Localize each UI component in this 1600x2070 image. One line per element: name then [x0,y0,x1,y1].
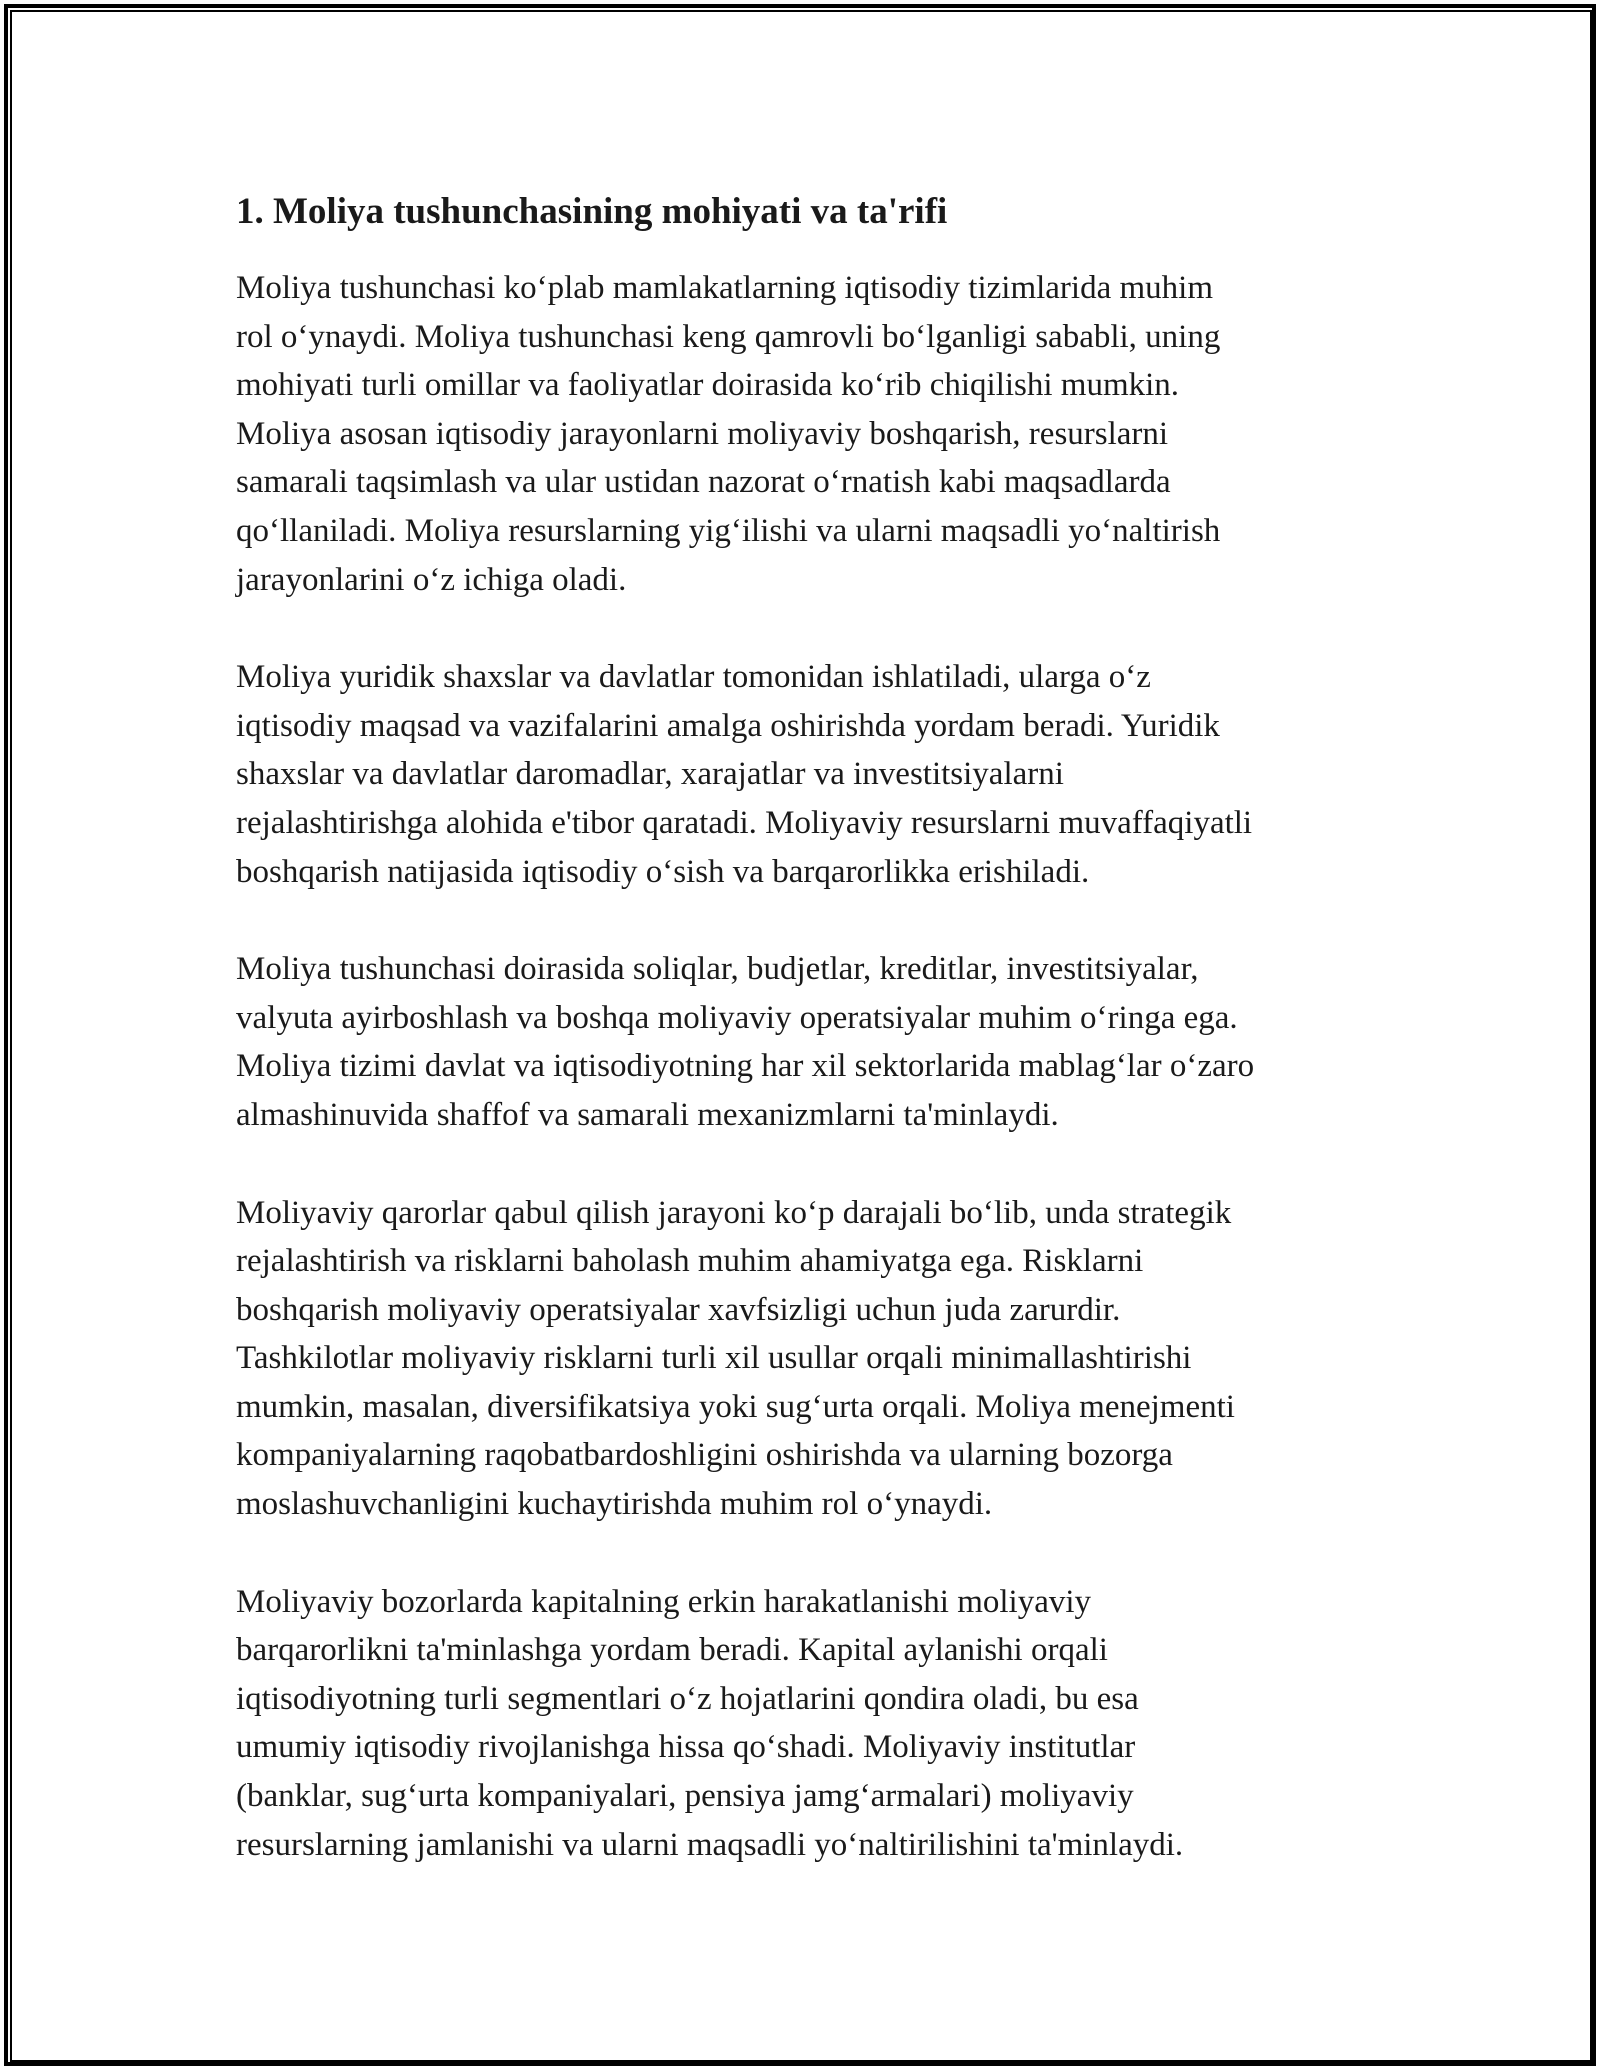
paragraph-line: Moliyaviy qarorlar qabul qilish jarayoni koʻp darajali boʻlib, unda strategik [236,1194,1232,1231]
paragraph-line: Moliya tushunchasi koʻplab mamlakatlarning iqtisodiy tizimlarida muhim [236,270,1213,306]
paragraph-line: Moliya yuridik shaxslar va davlatlar tomonidan ishlatiladi, ularga oʻz [236,659,1151,696]
paragraph-line: iqtisodiy maqsad va vazifalarini amalga oshirishda yordam beradi. Yuridik [236,707,1220,744]
paragraph-line: barqarorlikni ta'minlashga yordam beradi. Kapital aylanishi orqali [236,1632,1108,1669]
paragraph-line: kompaniyalarning raqobatbardoshligini oshirishda va ularning bozorga [236,1437,1173,1474]
paragraph-line: iqtisodiyotning turli segmentlari oʻz hojatlarini qondira oladi, bu esa [236,1680,1139,1717]
paragraph-line: qoʻllaniladi. Moliya resurslarning yigʻilishi va ularni maqsadli yoʻnaltirish [236,512,1221,549]
body-paragraph [236,945,1376,1139]
paragraph-line: Moliya asosan iqtisodiy jarayonlarni moliyaviy boshqarish, resurslarni [236,415,1169,452]
paragraph-line: jarayonlarini oʻz ichiga oladi. [236,561,627,598]
paragraph-line: samarali taqsimlash va ular ustidan nazorat oʻrnatish kabi maqsadlarda [236,464,1171,501]
body-paragraph [236,653,1376,896]
document-body [236,264,1376,1869]
paragraph-line: mumkin, masalan, diversifikatsiya yoki sugʻurta orqali. Moliya menejmenti [236,1388,1235,1425]
paragraph-line: resurslarning jamlanishi va ularni maqsadli yoʻnaltirilishini ta'minlaydi. [236,1826,1184,1863]
body-paragraph [236,264,1376,604]
paragraph-line: boshqarish natijasida iqtisodiy oʻsish va barqarorlikka erishiladi. [236,853,1090,890]
document-page [236,186,1376,1918]
paragraph-line: umumiy iqtisodiy rivojlanishga hissa qoʻshadi. Moliyaviy institutlar [236,1729,1136,1766]
paragraph-line: boshqarish moliyaviy operatsiyalar xavfsizligi uchun juda zarurdir. [236,1291,1121,1328]
paragraph-line: almashinuvida shaffof va samarali mexanizmlarni ta'minlaydi. [236,1096,1059,1133]
paragraph-line: Tashkilotlar moliyaviy risklarni turli xil usullar orqali minimallashtirishi [236,1340,1192,1377]
body-paragraph [236,1578,1376,1870]
paragraph-line: rejalashtirishga alohida e'tibor qaratadi. Moliyaviy resurslarni muvaffaqiyatli [236,804,1253,841]
paragraph-line: rol oʻynaydi. Moliya tushunchasi keng qamrovli boʻlganligi sababli, uning [236,318,1221,355]
paragraph-line: Moliya tushunchasi doirasida soliqlar, budjetlar, kreditlar, investitsiyalar, [236,951,1199,988]
paragraph-line: moslashuvchanligini kuchaytirishda muhim rol oʻynaydi. [236,1486,993,1523]
paragraph-line: rejalashtirish va risklarni baholash muhim ahamiyatga ega. Risklarni [236,1243,1144,1280]
paragraph-line: Moliyaviy bozorlarda kapitalning erkin harakatlanishi moliyaviy [236,1583,1092,1620]
section-heading: 1. Moliya tushunchasining mohiyati va ta'rifi [236,191,948,232]
body-paragraph [236,1189,1376,1529]
paragraph-line: shaxslar va davlatlar daromadlar, xarajatlar va investitsiyalarni [236,756,1064,793]
paragraph-line: (banklar, sugʻurta kompaniyalari, pensiya jamgʻarmalari) moliyaviy [236,1778,1134,1815]
paragraph-line: mohiyati turli omillar va faoliyatlar doirasida koʻrib chiqilishi mumkin. [236,367,1180,404]
paragraph-line: Moliya tizimi davlat va iqtisodiyotning har xil sektorlarida mablagʻlar oʻzaro [236,1048,1255,1085]
paragraph-line: valyuta ayirboshlash va boshqa moliyaviy operatsiyalar muhim oʻringa ega. [236,999,1238,1036]
